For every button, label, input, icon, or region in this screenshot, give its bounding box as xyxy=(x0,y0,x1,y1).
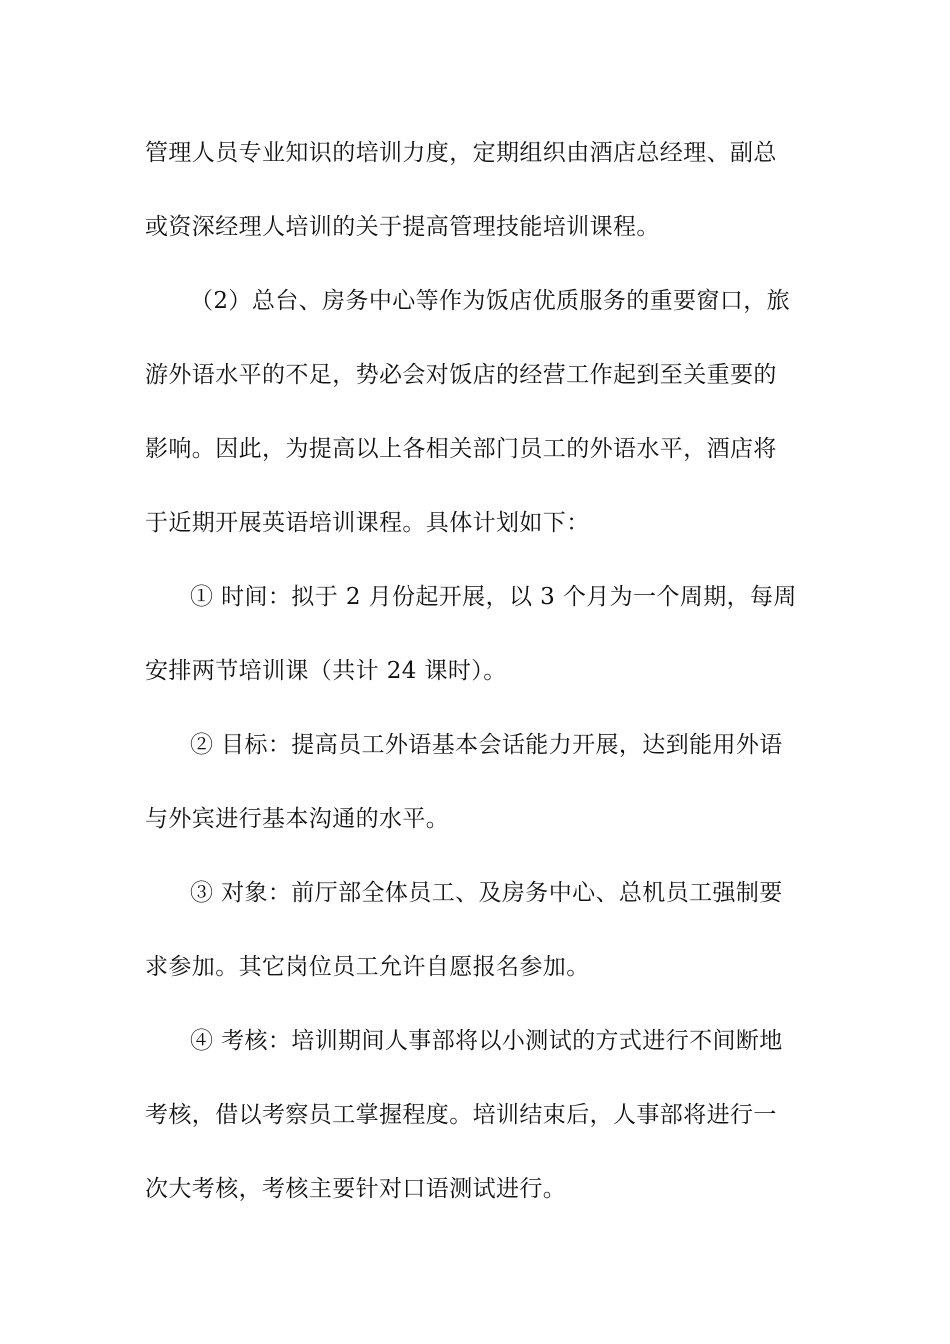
text-line-12: 求参加。其它岗位员工允许自愿报名参加。 xyxy=(145,954,590,980)
text-line-1: 管理人员专业知识的培训力度，定期组织由酒店总经理、副总 xyxy=(145,140,777,166)
text-line-11: ③ 对象：前厅部全体员工、及房务中心、总机员工强制要 xyxy=(190,880,783,906)
text-line-8: 安排两节培训课（共计 24 课时）。 xyxy=(145,658,507,684)
text-line-2: 或资深经理人培训的关于提高管理技能培训课程。 xyxy=(145,214,660,240)
text-line-5: 影响。因此，为提高以上各相关部门员工的外语水平，酒店将 xyxy=(145,436,777,462)
text-line-4: 游外语水平的不足，势必会对饭店的经营工作起到至关重要的 xyxy=(145,362,777,388)
text-line-3: （2）总台、房务中心等作为饭店优质服务的重要窗口，旅 xyxy=(190,288,791,314)
text-line-10: 与外宾进行基本沟通的水平。 xyxy=(145,806,450,832)
text-line-9: ② 目标：提高员工外语基本会话能力开展，达到能用外语 xyxy=(190,732,783,758)
text-line-13: ④ 考核：培训期间人事部将以小测试的方式进行不间断地 xyxy=(190,1028,783,1054)
text-line-7: ① 时间：拟于 2 月份起开展，以 3 个月为一个周期，每周 xyxy=(190,584,797,610)
text-line-14: 考核，借以考察员工掌握程度。培训结束后，人事部将进行一 xyxy=(145,1102,777,1128)
text-line-6: 于近期开展英语培训课程。具体计划如下： xyxy=(145,510,590,536)
text-line-15: 次大考核，考核主要针对口语测试进行。 xyxy=(145,1176,567,1202)
